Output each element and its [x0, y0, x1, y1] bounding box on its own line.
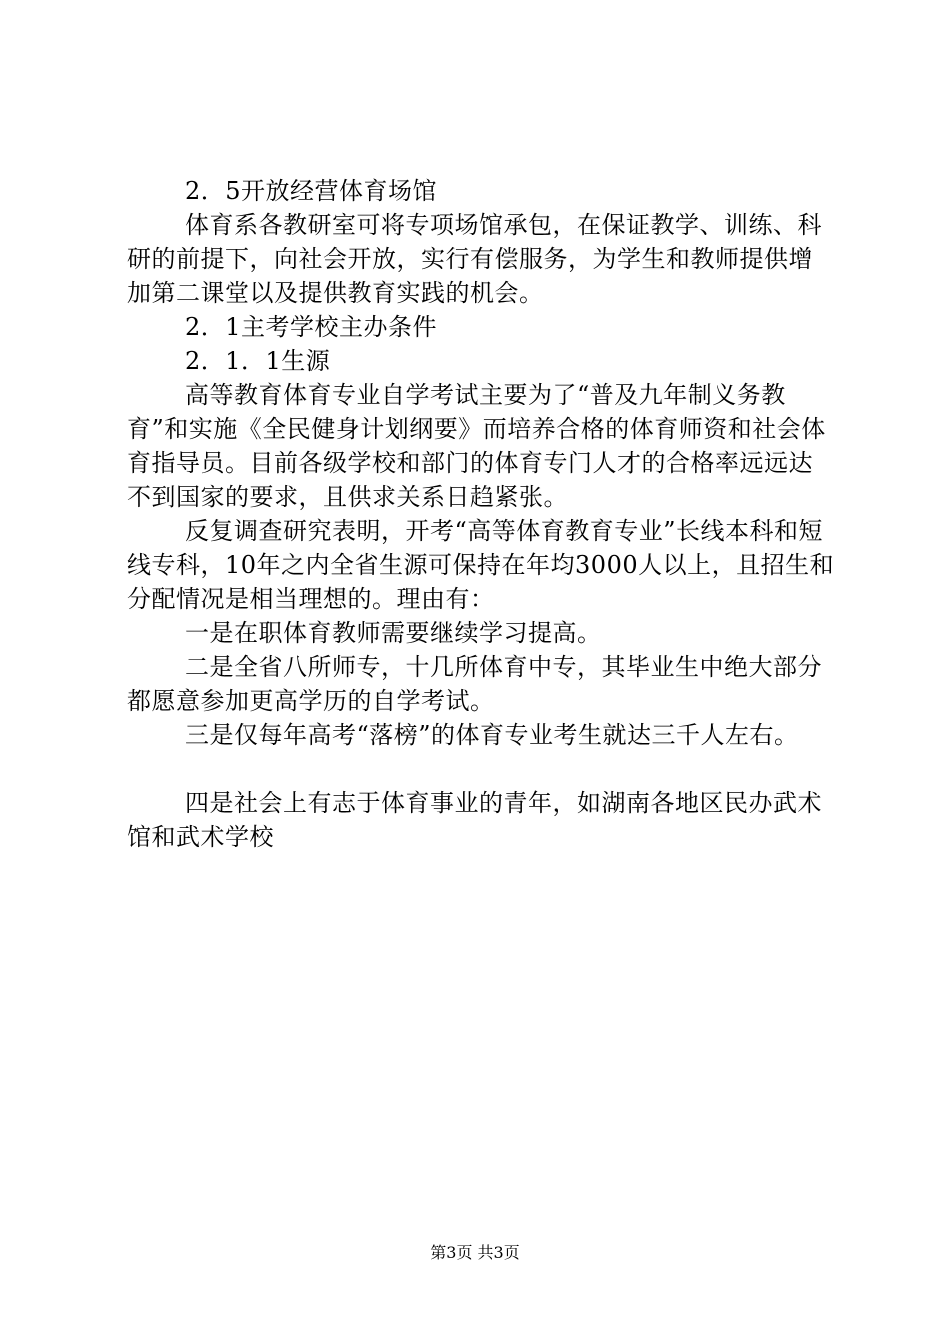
document-body	[127, 174, 837, 854]
page-number-footer: 第3页 共3页	[430, 1243, 520, 1262]
paragraph-venue-opening: 体育系各教研室可将专项场馆承包，在保证教学、训练、科研的前提下，向社会开放，实行有偿服务，为学生和教师提供增加第二课堂以及提供教育实践的机会。	[127, 211, 822, 307]
section-heading-2-1-1: 2．1．1生源	[185, 347, 331, 375]
section-heading-2-1: 2．1主考学校主办条件	[185, 313, 438, 341]
paragraph-survey-results: 反复调查研究表明，开考“高等体育教育专业”长线本科和短线专科，10年之内全省生源可保持在年均3000人以上，且招生和分配情况是相当理想的。理由有：	[127, 517, 835, 613]
section-heading-2-5: 2．5开放经营体育场馆	[185, 177, 438, 205]
paragraph-reason-3: 三是仅每年高考“落榜”的体育专业考生就达三千人左右。	[185, 721, 799, 749]
paragraph-reason-2: 二是全省八所师专，十几所体育中专，其毕业生中绝大部分都愿意参加更高学历的自学考试。	[127, 653, 822, 715]
paragraph-reason-4: 四是社会上有志于体育事业的青年，如湖南各地区民办武术馆和武术学校	[127, 789, 822, 851]
paragraph-exam-purpose: 高等教育体育专业自学考试主要为了“普及九年制义务教育”和实施《全民健身计划纲要》而培养合格的体育师资和社会体育指导员。目前各级学校和部门的体育专门人才的合格率远远达不到国家的要求，且供求关系日趋紧张。	[127, 381, 826, 511]
paragraph-reason-1: 一是在职体育教师需要继续学习提高。	[185, 619, 602, 647]
